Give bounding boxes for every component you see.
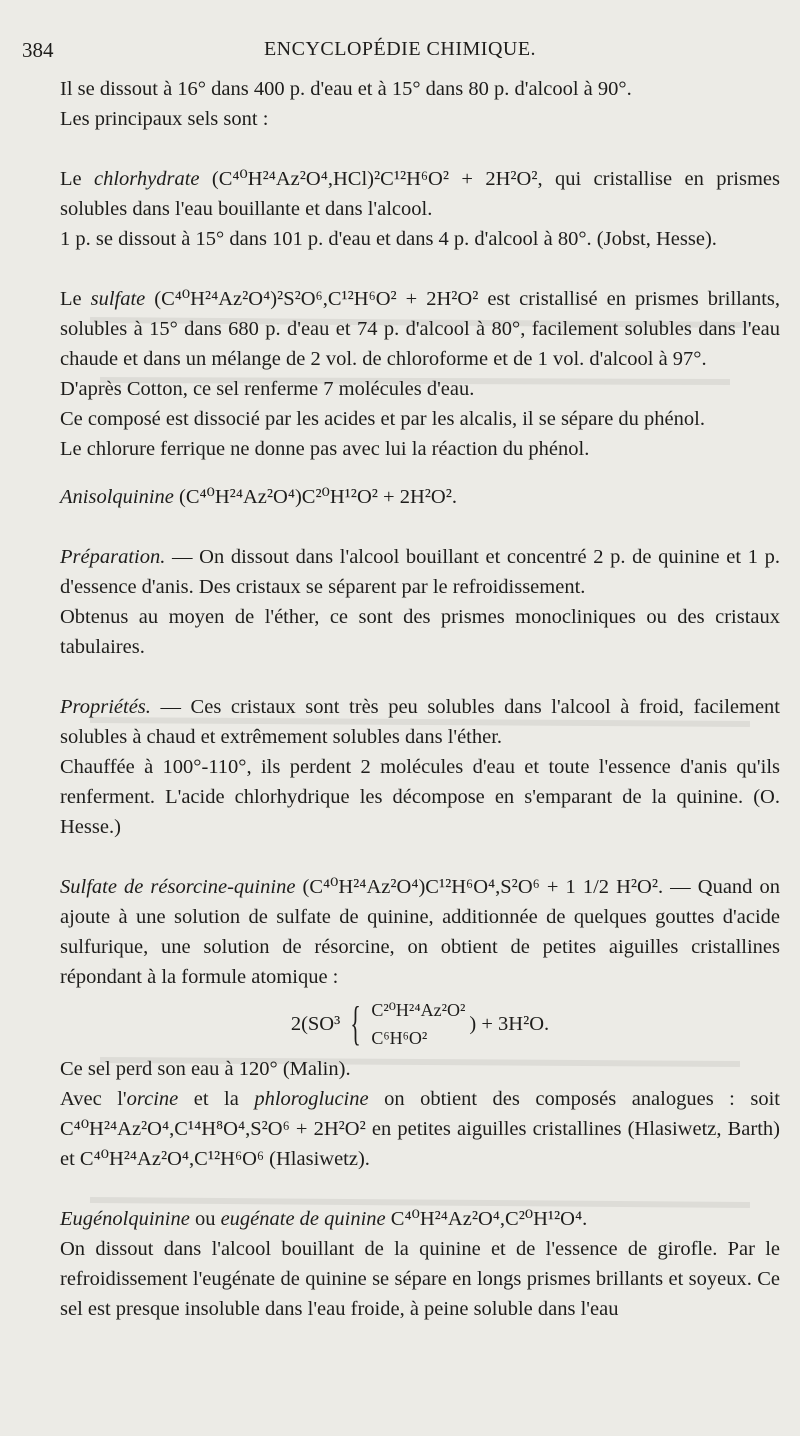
atomic-formula: 2(SO³ { C²⁰H²⁴Az²O² C⁶H⁶O² ) + 3H²O. <box>290 997 550 1050</box>
term-sulfate: sulfate <box>90 288 146 310</box>
formula-top: C²⁰H²⁴Az²O² <box>371 1000 466 1020</box>
paragraph-salts-intro: Les principaux sels sont : <box>60 108 269 130</box>
paragraph-ferric: Le chlorure ferrique ne donne pas avec lui la réaction du phénol. <box>60 438 590 460</box>
paragraph-heating: Chauffée à 100°-110°, ils perdent 2 molécules d'eau et toute l'essence d'anis qu'ils renferment. L'acide chlorhydrique les décompose en s'emparant de la quinine. (O. Hesse.) <box>60 756 780 838</box>
running-header <box>22 38 778 68</box>
formula-bottom: C⁶H⁶O² <box>371 1028 428 1048</box>
heading-anisolquinine: Anisolquinine (C⁴⁰H²⁴Az²O⁴)C²⁰H¹²O² + 2H²O². <box>60 486 457 508</box>
paragraph-eugenate: On dissout dans l'alcool bouillant de la quinine et de l'essence de girofle. Par le refroidissement l'eugénate de quinine se sépare en longs prismes brillants et soyeux. Ce sel est presque insoluble dans l'eau froide, à peine soluble dans l'eau <box>60 1238 780 1320</box>
paragraph-malin: Ce sel perd son eau à 120° (Malin). <box>60 1058 351 1080</box>
paragraph-chlorhydrate: Le chlorhydrate (C⁴⁰H²⁴Az²O⁴,HCl)²C¹²H⁶O² + 2H²O², qui cristallise en prismes solubles dans l'eau bouillante et dans l'alcool. <box>60 168 780 220</box>
paragraph-ether: Obtenus au moyen de l'éther, ce sont des prismes monocliniques ou des cristaux tabulaires. <box>60 606 780 658</box>
paragraph-cotton: D'après Cotton, ce sel renferme 7 molécules d'eau. <box>60 378 475 400</box>
term-chlorhydrate: chlorhydrate <box>94 168 200 190</box>
page-body <box>60 74 780 1324</box>
paragraph-chlorhydrate-solubility: 1 p. se dissout à 15° dans 101 p. d'eau et dans 4 p. d'alcool à 80°. (Jobst, Hesse). <box>60 228 717 250</box>
paragraph-sulfate: Le sulfate (C⁴⁰H²⁴Az²O⁴)²S²O⁶,C¹²H⁶O² + 2H²O² est cristallisé en prismes brillants, solubles à 15° dans 680 p. d'eau et 74 p. d'alcool à 80°, facilement solubles dans l'eau chaude et dans un mélange de 2 vol. de chloroforme et de 1 vol. d'alcool à 97°. <box>60 288 780 370</box>
paragraph-solubility: Il se dissout à 16° dans 400 p. d'eau et à 15° dans 80 p. d'alcool à 90°. <box>60 78 632 100</box>
paragraph-properties: Propriétés. — Ces cristaux sont très peu solubles dans l'alcool à froid, facilement solubles à chaud et extrêmement solubles dans l'éther. <box>60 696 780 748</box>
page-number: 384 <box>22 38 54 62</box>
heading-eugenolquinine: Eugénolquinine ou eugénate de quinine C⁴⁰H²⁴Az²O⁴,C²⁰H¹²O⁴. <box>60 1208 588 1230</box>
paragraph-dissociation: Ce composé est dissocié par les acides et par les alcalis, il se sépare du phénol. <box>60 408 705 430</box>
paragraph-resorcine-quinine: Sulfate de résorcine-quinine (C⁴⁰H²⁴Az²O⁴)C¹²H⁶O⁴,S²O⁶ + 1 1/2 H²O². — Quand on ajoute à une solution de sulfate de quinine, additionnée de quelques gouttes d'acide sulfurique, une solution de résorcine, on obtient de petites aiguilles cristallines répondant à la formule atomique : <box>60 876 780 988</box>
running-title: ENCYCLOPÉDIE CHIMIQUE. <box>263 38 537 60</box>
paragraph-orcine: Avec l'orcine et la phloroglucine on obtient des composés analogues : soit C⁴⁰H²⁴Az²O⁴,C¹⁴H⁸O⁴,S²O⁶ + 2H²O² en petites aiguilles cristallines (Hlasiwetz, Barth) et C⁴⁰H²⁴Az²O⁴,C¹²H⁶O⁶ (Hlasiwetz). <box>60 1088 780 1170</box>
paragraph-preparation: Préparation. — On dissout dans l'alcool bouillant et concentré 2 p. de quinine et 1 p. d'essence d'anis. Des cristaux se séparent par le refroidissement. <box>60 546 780 598</box>
